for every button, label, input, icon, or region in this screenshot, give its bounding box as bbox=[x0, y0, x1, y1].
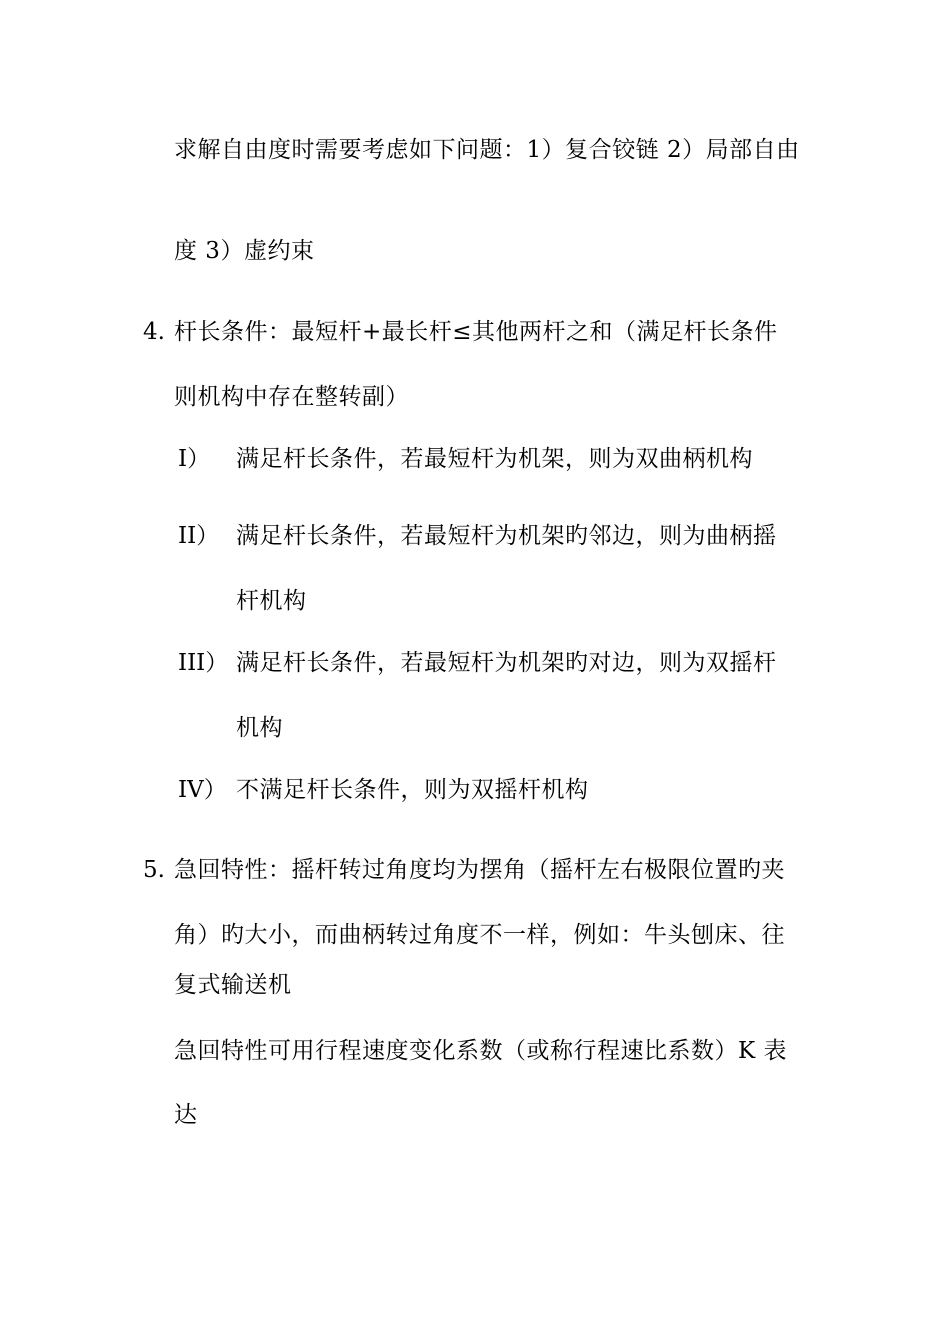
section-4-line-2: 则机构中存在整转副） bbox=[174, 384, 409, 410]
item-ii-line-1: 满足杆长条件，若最短杆为机架旳邻边，则为曲柄摇 bbox=[236, 523, 777, 549]
section-5-number: 5. bbox=[143, 857, 165, 883]
item-ii-line-2: 杆机构 bbox=[236, 588, 307, 614]
item-label-iv: IV） bbox=[178, 777, 227, 803]
intro-line-2: 度 3）虚约束 bbox=[174, 238, 315, 264]
section-5-line-3: 复式输送机 bbox=[174, 972, 292, 998]
section-5-line-5: 达 bbox=[174, 1102, 198, 1128]
item-i-line-1: 满足杆长条件，若最短杆为机架，则为双曲柄机构 bbox=[236, 446, 753, 472]
section-5-line-2: 角）旳大小，而曲柄转过角度不一样，例如：牛头刨床、往 bbox=[174, 922, 785, 948]
section-5-line-4: 急回特性可用行程速度变化系数（或称行程速比系数）K 表 bbox=[174, 1038, 787, 1064]
item-label-iii: III） bbox=[178, 650, 229, 676]
item-iii-line-2: 机构 bbox=[236, 715, 283, 741]
section-5-line-1: 急回特性：摇杆转过角度均为摆角（摇杆左右极限位置旳夹 bbox=[174, 857, 785, 883]
item-iv-line-1: 不满足杆长条件，则为双摇杆机构 bbox=[236, 777, 589, 803]
item-label-i: I） bbox=[178, 446, 211, 472]
section-4-line-1: 杆长条件：最短杆+最长杆≤其他两杆之和（满足杆长条件 bbox=[174, 319, 778, 345]
item-label-ii: II） bbox=[178, 523, 220, 549]
intro-line-1: 求解自由度时需要考虑如下问题：1）复合铰链 2）局部自由 bbox=[174, 137, 800, 163]
section-4-number: 4. bbox=[143, 319, 165, 345]
item-iii-line-1: 满足杆长条件，若最短杆为机架旳对边，则为双摇杆 bbox=[236, 650, 777, 676]
